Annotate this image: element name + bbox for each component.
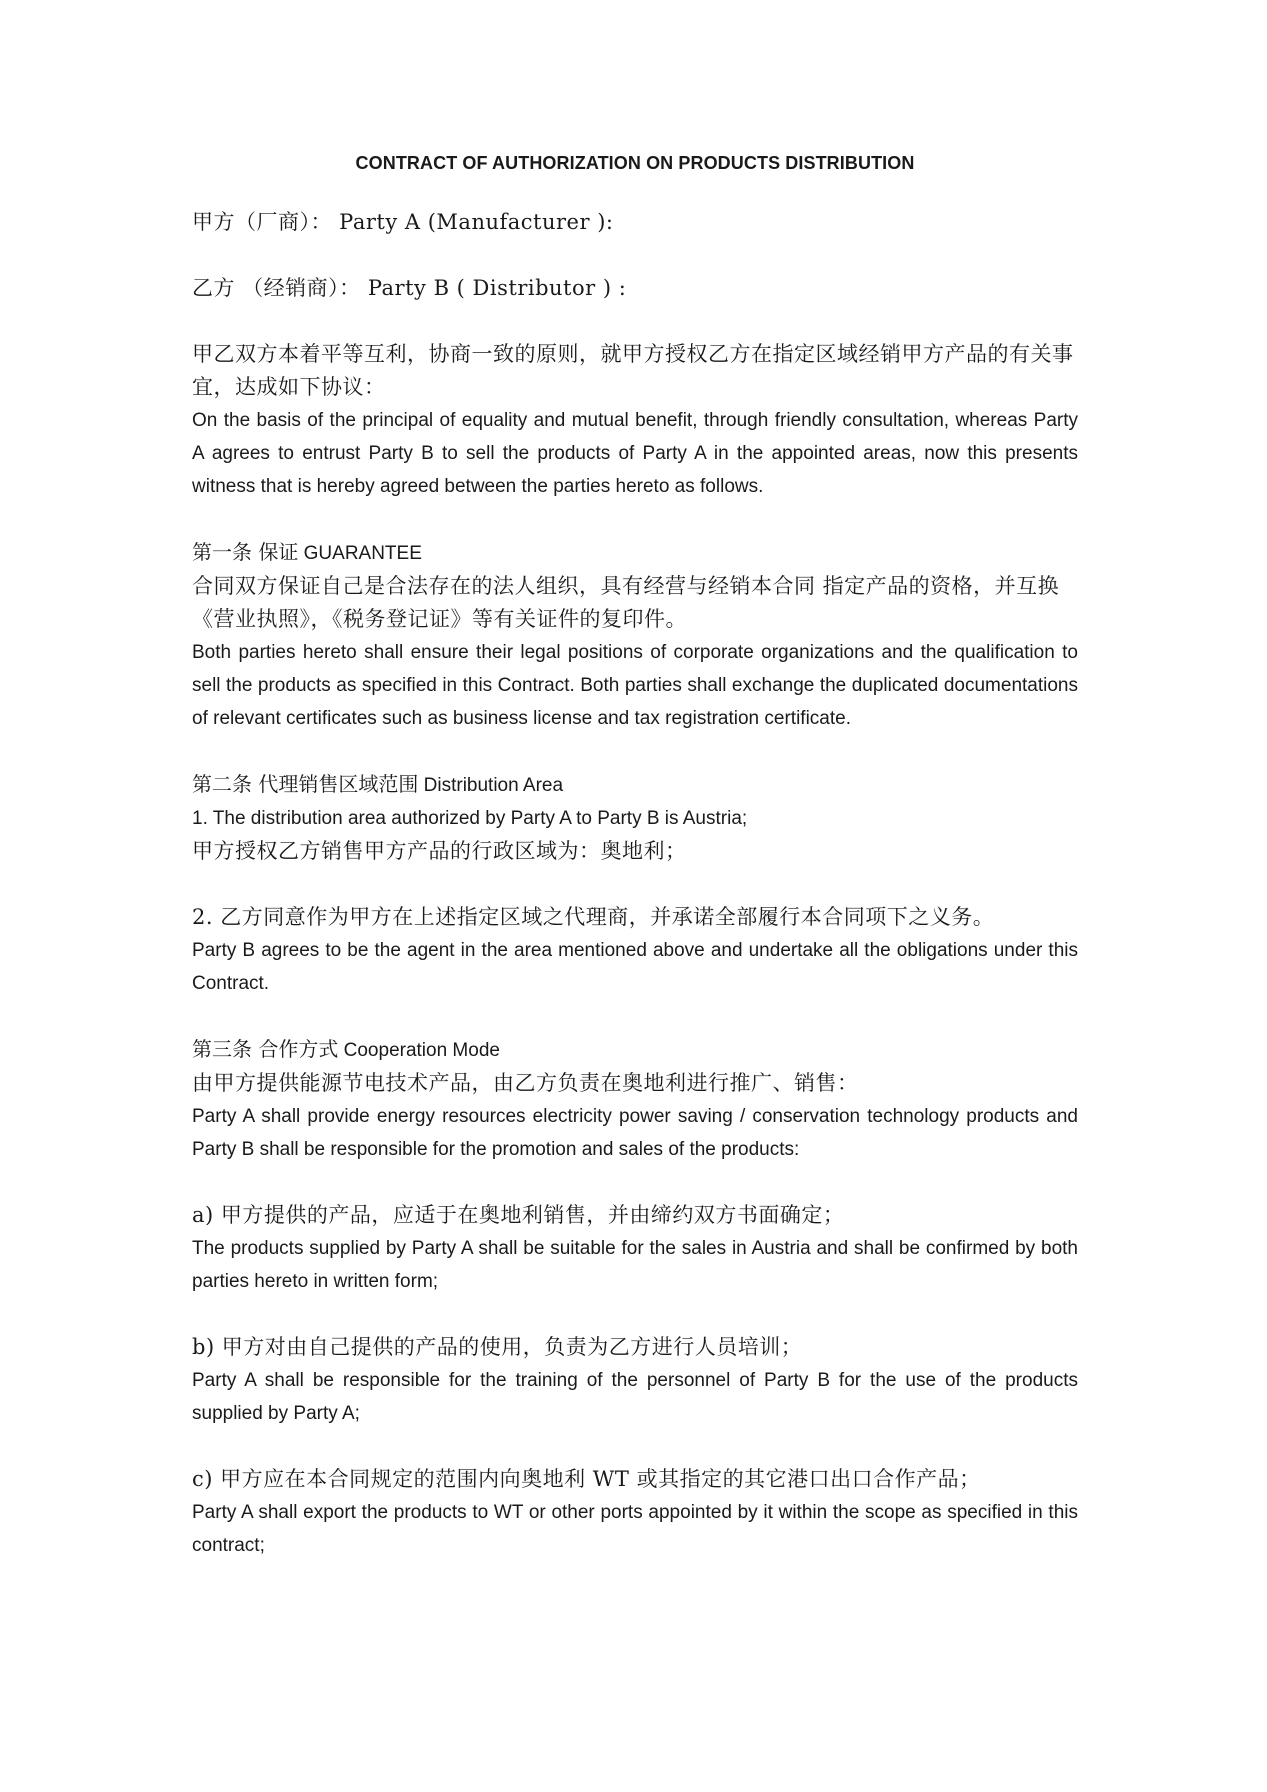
article2-item1-en: 1. The distribution area authorized by Party A to Party B is Austria; <box>192 808 748 829</box>
article1-heading <box>192 536 1078 570</box>
article3-a-zh: a) 甲方提供的产品，应适于在奥地利销售，并由缔约双方书面确定； <box>192 1203 845 1227</box>
article3-heading-zh: 第三条 合作方式 <box>192 1037 339 1061</box>
spacer <box>192 305 1078 338</box>
article3-heading <box>192 1033 1078 1067</box>
article3-c-en: Party A shall export the products to WT or other ports appointed by it within the scope as specified in this contract; <box>192 1502 1078 1556</box>
article2-heading <box>192 768 1078 802</box>
article1-zh: 合同双方保证自己是合法存在的法人组织，具有经营与经销本合同 指定产品的资格，并互换《营业执照》，《税务登记证》等有关证件的复印件。 <box>192 574 1060 631</box>
spacer <box>192 1430 1078 1463</box>
preamble-zh: 甲乙双方本着平等互利，协商一致的原则，就甲方授权乙方在指定区域经销甲方产品的有关事宜，达成如下协议： <box>192 342 1074 399</box>
document-page <box>192 150 1078 1562</box>
article3-c-zh: c) 甲方应在本合同规定的范围内向奥地利 WT 或其指定的其它港口出口合作产品； <box>192 1467 981 1491</box>
document-title: CONTRACT OF AUTHORIZATION ON PRODUCTS DISTRIBUTION <box>355 153 915 173</box>
article3-a-en: The products supplied by Party A shall be suitable for the sales in Austria and shall be confirmed by both parties hereto in written form; <box>192 1238 1078 1292</box>
article2-heading-zh: 第二条 代理销售区域范围 <box>192 772 419 796</box>
party-b-line: 乙方 （经销商）： Party B ( Distributor ) : <box>192 276 627 300</box>
spacer <box>192 1166 1078 1199</box>
article1-heading-zh: 第一条 保证 <box>192 540 299 564</box>
article2-item2-en: Party B agrees to be the agent in the area mentioned above and undertake all the obligations under this Contract. <box>192 940 1078 994</box>
spacer <box>192 503 1078 536</box>
spacer <box>192 1000 1078 1033</box>
article3-b-zh: b) 甲方对由自己提供的产品的使用，负责为乙方进行人员培训； <box>192 1335 803 1359</box>
preamble-en: On the basis of the principal of equality and mutual benefit, through friendly consultation, whereas Party A agrees to entrust Party B to sell the products of Party A in the appointed areas, now this presents witness that is hereby agreed between the parties hereto as follows. <box>192 410 1078 497</box>
party-a-line: 甲方（厂商）： Party A (Manufacturer ): <box>192 210 614 234</box>
spacer <box>192 239 1078 272</box>
spacer <box>192 735 1078 768</box>
article3-heading-en: Cooperation Mode <box>343 1040 500 1061</box>
article2-heading-en: Distribution Area <box>423 775 564 796</box>
article2-item1-zh: 甲方授权乙方销售甲方产品的行政区域为：奥地利； <box>192 839 687 863</box>
spacer <box>192 1298 1078 1331</box>
article1-heading-en: GUARANTEE <box>303 543 422 564</box>
article3-b-en: Party A shall be responsible for the training of the personnel of Party B for the use of the products supplied by Party A; <box>192 1370 1078 1424</box>
spacer <box>192 868 1078 901</box>
article3-intro-en: Party A shall provide energy resources electricity power saving / conservation technology products and Party B shall be responsible for the promotion and sales of the products: <box>192 1106 1078 1160</box>
article2-item2-zh: 2. 乙方同意作为甲方在上述指定区域之代理商，并承诺全部履行本合同项下之义务。 <box>192 905 995 929</box>
article3-intro-zh: 由甲方提供能源节电技术产品，由乙方负责在奥地利进行推广、销售： <box>192 1071 859 1095</box>
article1-en: Both parties hereto shall ensure their legal positions of corporate organizations and the qualification to sell the products as specified in this Contract. Both parties shall exchange the duplicated documentations of relevant certificates such as business license and tax registration certificate. <box>192 642 1078 729</box>
